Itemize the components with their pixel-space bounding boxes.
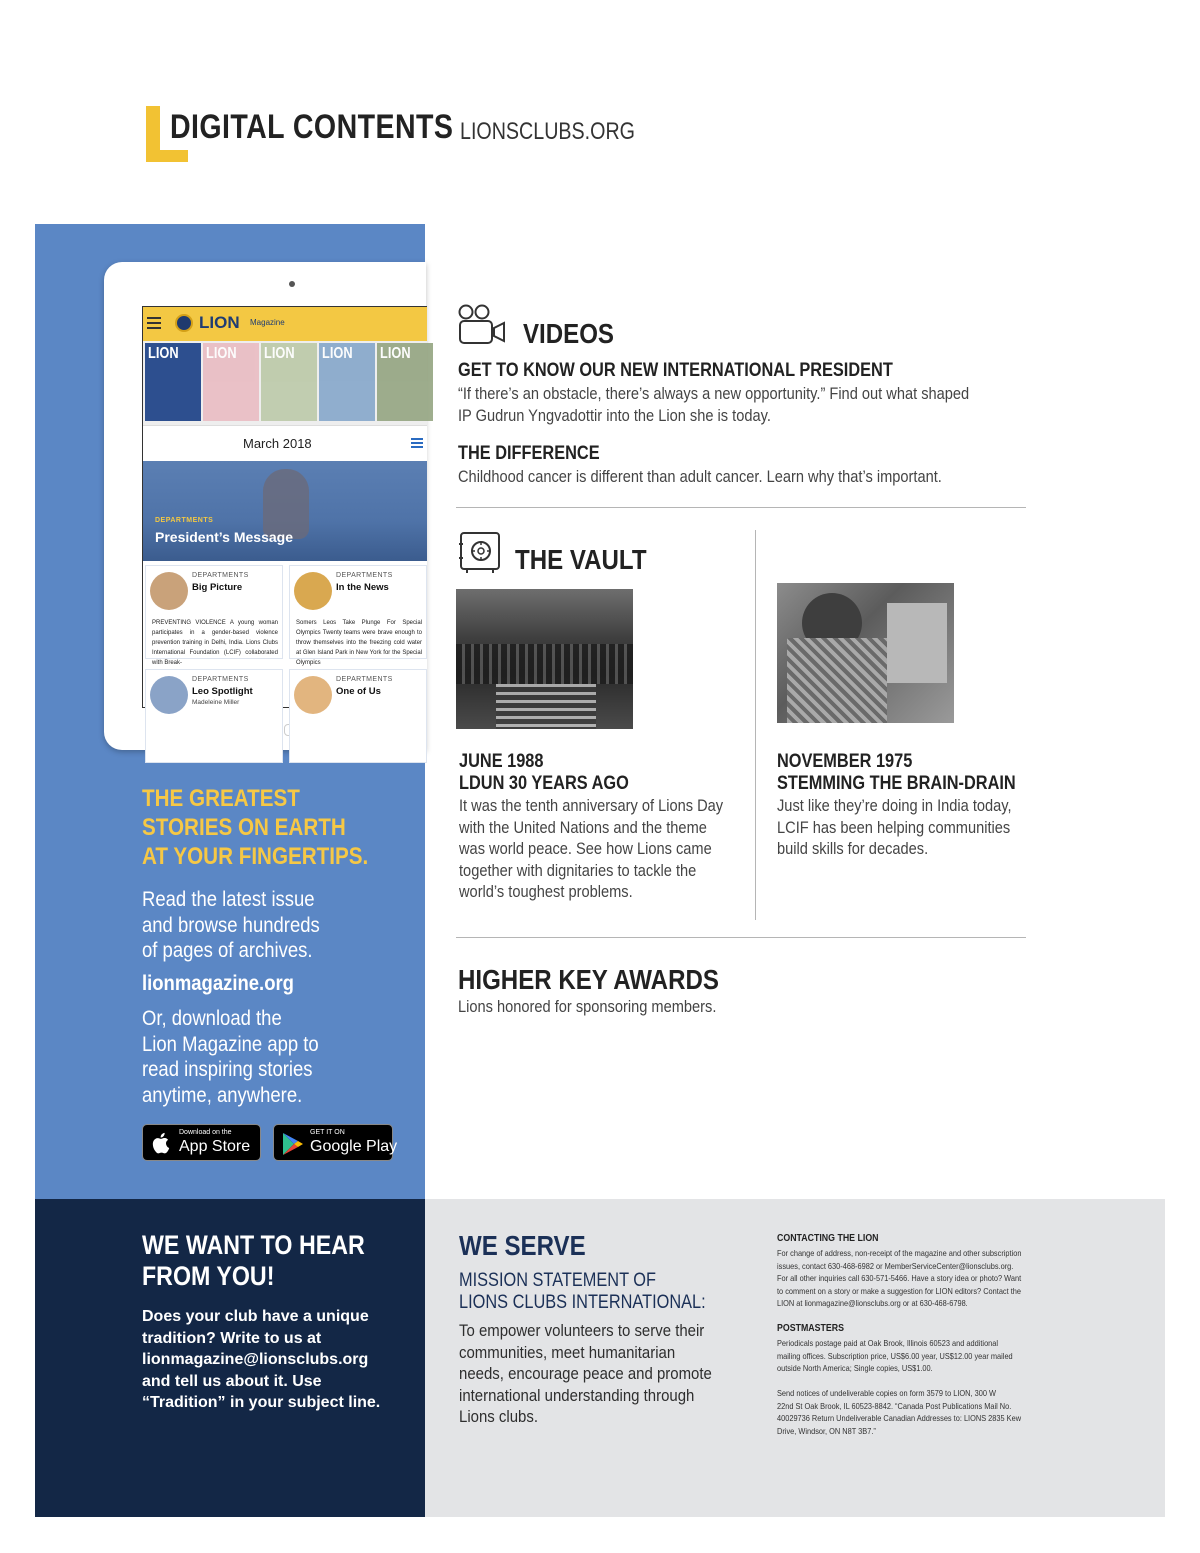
mission-body: To empower volunteers to serve their communities, meet humanitarian needs, encourage peace and promote international understanding through Lions clubs. (459, 1321, 712, 1426)
article-card[interactable] (289, 565, 427, 666)
section-divider (456, 937, 1026, 938)
app-store-label: App Store (179, 1138, 251, 1155)
card-kicker: DEPARTMENTS (192, 676, 249, 683)
cover-thumbnail[interactable]: LION (377, 343, 433, 421)
card-kicker: DEPARTMENTS (336, 572, 393, 579)
hero-article[interactable] (143, 461, 427, 561)
vault-photo-assembly[interactable] (456, 589, 633, 729)
video-item-title[interactable]: GET TO KNOW OUR NEW INTERNATIONAL PRESIDENT (458, 360, 893, 381)
feedback-body: Does your club have a unique tradition? Write to us at lionmagazine@lionsclubs.org and tell us about it. Use “Tradition” in your subject line. (142, 1306, 412, 1414)
contact-body: For change of address, non-receipt of the magazine and other subscription issues, contact 630-468-6982 or MemberServiceCenter@lionsclubs.org. For all other inquiries call 630-571-5466. Have a story idea or photo? Want to comment on a story or make a suggestion for LION editors? Contact the LION at lionmagazine@lionsclubs.org or at 630-468-6798. (777, 1248, 1022, 1309)
feedback-email[interactable]: lionmagazine@lionsclubs.org (142, 1351, 369, 1368)
issue-selector[interactable] (143, 425, 427, 463)
we-serve-title: WE SERVE (459, 1230, 586, 1261)
card-text: PREVENTING VIOLENCE A young woman participates in a gender-based violence prevention training in Delhi, India. Lions Clubs International Foundation (LCIF) collaborated with Break- (152, 620, 278, 666)
cover-thumbnail[interactable]: LION (145, 343, 201, 421)
postmasters-body: Periodicals postage paid at Oak Brook, Illinois 60523 and additional mailing offices. Subscription price, US$6.00 year, US$12.00 year mailed outside North America; Single copies, US$1.00. (777, 1338, 1013, 1374)
feedback-title: WE WANT TO HEAR FROM YOU! (142, 1230, 365, 1291)
google-play-icon (282, 1132, 304, 1156)
app-screen (142, 306, 427, 708)
page-title: DIGITAL CONTENTS (170, 108, 454, 146)
cover-thumbnail[interactable]: LION (203, 343, 259, 421)
article-card[interactable] (145, 669, 283, 763)
google-play-label: Google Play (310, 1138, 398, 1155)
cover-thumbnail[interactable]: LION (319, 343, 375, 421)
google-play-button[interactable] (273, 1124, 398, 1161)
section-divider (456, 507, 1026, 508)
contact-heading: CONTACTING THE LION (777, 1233, 879, 1244)
tablet-camera (289, 281, 295, 287)
cover-thumbnail[interactable]: LION (261, 343, 317, 421)
menu-icon[interactable] (147, 317, 161, 329)
google-play-small-label: GET IT ON (310, 1129, 345, 1136)
lions-logo-icon (175, 314, 193, 332)
app-store-small-label: Download on the (179, 1129, 232, 1136)
column-divider (755, 530, 756, 920)
vault-date: JUNE 1988 (459, 751, 544, 772)
vault-story-title[interactable]: STEMMING THE BRAIN-DRAIN (777, 773, 1016, 794)
card-title: One of Us (336, 686, 381, 697)
video-camera-icon (458, 304, 508, 348)
vault-safe-icon (458, 531, 502, 575)
video-item-description: Childhood cancer is different than adult cancer. Learn why that’s important. (458, 467, 942, 486)
site-url[interactable]: LIONSCLUBS.ORG (460, 118, 635, 145)
magazine-link[interactable]: lionmagazine.org (142, 972, 294, 995)
card-text: Somers Leos Take Plunge For Special Olympics Twenty teams were brave enough to throw themselves into the freezing cold water at Glen Island Park in New York for the Special Olympics (296, 620, 422, 666)
issue-date: March 2018 (243, 436, 312, 451)
vault-story-description: It was the tenth anniversary of Lions Day with the United Nations and the theme was world peace. See how Lions came together with dignitaries to tackle the world’s toughest problems. (459, 796, 724, 901)
card-kicker: DEPARTMENTS (336, 676, 393, 683)
videos-title: VIDEOS (523, 318, 614, 349)
postmasters-heading: POSTMASTERS (777, 1323, 844, 1334)
video-item-description: “If there’s an obstacle, there’s always a new opportunity.” Find out what shaped IP Gudrun Yngvadottir into the Lion she is today. (458, 384, 970, 425)
card-thumbnail (150, 572, 188, 610)
card-kicker: DEPARTMENTS (192, 572, 249, 579)
vault-date: NOVEMBER 1975 (777, 751, 913, 772)
vault-title: THE VAULT (515, 544, 647, 575)
apple-icon (152, 1132, 172, 1154)
app-brand-sub: Magazine (250, 318, 285, 327)
article-card[interactable] (145, 565, 283, 666)
vault-story-title[interactable]: LDUN 30 YEARS AGO (459, 773, 629, 794)
vault-photo-training[interactable] (777, 583, 954, 723)
promo-headline: THE GREATEST STORIES ON EARTH AT YOUR FINGERTIPS. (142, 785, 369, 870)
undeliverable-notice: Send notices of undeliverable copies on form 3579 to LION, 300 W 22nd St Oak Brook, IL 60523-8842. “Canada Post Publications Mail No. 40029736 Return Undeliverable Canadian Addresses to: LIONS 2835 Kew Drive, Windsor, ON N8T 3B7.” (777, 1388, 1022, 1436)
hero-title: President’s Message (155, 529, 293, 545)
awards-title[interactable]: HIGHER KEY AWARDS (458, 964, 719, 995)
list-icon[interactable] (411, 438, 423, 448)
promo-read-text: Read the latest issue and browse hundreds of pages of archives. (142, 888, 320, 962)
app-store-button[interactable] (142, 1124, 261, 1161)
promo-download-text: Or, download the Lion Magazine app to read inspiring stories anytime, anywhere. (142, 1007, 319, 1107)
card-title: Leo Spotlight (192, 686, 253, 697)
card-thumbnail (294, 676, 332, 714)
issue-covers-carousel[interactable] (143, 341, 427, 425)
app-topbar (143, 307, 427, 341)
card-thumbnail (294, 572, 332, 610)
vault-story-description: Just like they’re doing in India today, LCIF has been helping communities build skills for decades. (777, 796, 1012, 858)
mission-title: MISSION STATEMENT OF LIONS CLUBS INTERNATIONAL: (459, 1270, 706, 1313)
card-title: Big Picture (192, 582, 243, 593)
awards-description: Lions honored for sponsoring members. (458, 997, 717, 1016)
card-title: In the News (336, 582, 389, 593)
app-brand: LION (199, 313, 240, 332)
video-item-title[interactable]: THE DIFFERENCE (458, 443, 600, 464)
card-subtitle: Madeleine Miller (192, 699, 240, 706)
card-thumbnail (150, 676, 188, 714)
hero-kicker: DEPARTMENTS (155, 517, 214, 524)
article-card[interactable] (289, 669, 427, 763)
